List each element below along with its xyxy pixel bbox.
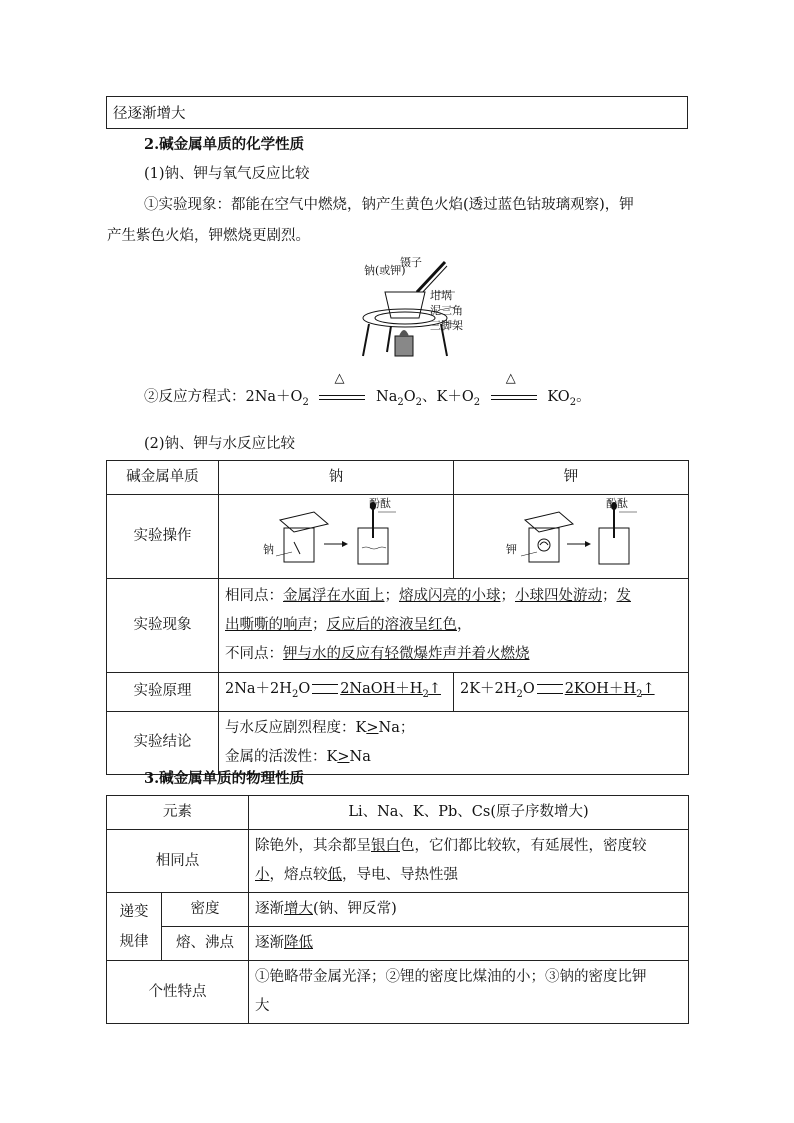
indicator-label: 酚酞 [369,497,391,510]
common-u3: 低 [327,867,342,883]
principle-na-lhs: 2Na＋2H [225,681,292,697]
conclusion1-suffix: Na； [378,719,415,736]
same-u1: 金属浮在水面上 [283,588,385,604]
special-line1: ①铯略带金属光泽；②锂的密度比煤油的小；③钠的密度比钾 [255,969,647,985]
density-text-1: 逐渐 [255,901,284,917]
density-text-2: (钠、钾反常) [313,901,397,917]
indicator-label-k: 酚酞 [606,497,628,510]
na-water-figure [236,502,436,572]
trend-label-2: 规律 [119,933,149,950]
special-value [249,961,689,1024]
principle-k: $2K+2H_2O$ $2KOH+H_2↑$ [454,673,689,712]
element-value: Li、Na、K、Pb、Cs(原子序数增大) [249,796,689,830]
water-reaction-table [106,460,689,775]
section2-title: 2.碱金属单质的化学性质 [144,136,305,153]
density-value [249,893,689,927]
section2-sub1: (1)钠、钾与氧气反应比较 [144,166,310,182]
conclusion2-prefix: 金属的活泼性：K [225,748,338,765]
principle-na-rhs: 2NaOH＋H [340,681,423,697]
same-u4: 出嘶嘶的响声 [225,617,312,633]
common-u2: 小 [255,867,270,883]
equation-line: ②反应方程式：$2Na+O_2$ △ $Na_2O_2$、$K+O_2$ △ $KO_2$。 [144,371,591,408]
top-box [106,96,688,129]
k-water-figure [471,502,671,572]
density-u: 增大 [284,901,313,917]
eq2-rhs: KO [547,389,570,405]
row-label-conclusion: 实验结论 [107,711,219,774]
k-label: 钾 [506,543,517,556]
heat-symbol: △ [334,371,345,386]
phenomenon-line1: ①实验现象：都能在空气中燃烧，钠产生黄色火焰(透过蓝色钴玻璃观察)，钾 [144,197,634,213]
na-operation-figure-cell [219,495,454,579]
same-prefix: 相同点： [225,588,283,604]
equation-prefix: ②反应方程式：2Na＋O [144,389,303,405]
conclusion1-u: > [366,719,379,736]
special-label: 个性特点 [107,961,249,1024]
section2-sub2: (2)钠、钾与水反应比较 [144,436,296,452]
conclusion1-prefix: 与水反应剧烈程度：K [225,719,367,736]
mp-text-1: 逐渐 [255,935,284,951]
special-line2: 大 [255,998,270,1014]
common-text-3: ，熔点较 [269,867,328,883]
common-text-4: ，导电、导热性强 [342,867,458,883]
common-label: 相同点 [107,830,249,893]
same-u5: 反应后的溶液呈红色 [326,617,457,633]
conclusion2-suffix: Na [349,748,371,765]
same-u2: 熔成闪亮的小球 [399,588,501,604]
label-triangle: 泥三角 [430,304,463,317]
trend-label-1: 递变 [119,903,149,920]
header-cell: 钠 [219,461,454,495]
element-label: 元素 [107,796,249,830]
heat-equals-sign-2 [491,371,537,407]
eq-mid: 、K＋O [422,389,474,405]
principle-k-rhs: 2KOH＋H [564,681,637,697]
label-metal: 钠(或钾) [364,264,406,277]
common-value [249,830,689,893]
diff-u: 钾与水的反应有轻微爆炸声并着火燃烧 [283,646,530,662]
principle-k-lhs: 2K＋2H [460,681,517,697]
conclusion2-u: > [337,748,350,765]
na-label: 钠 [263,543,274,556]
eq1-rhs: Na [376,389,398,405]
row-label-operation: 实验操作 [107,495,219,579]
density-label: 密度 [162,893,249,927]
common-u1: 银白 [371,838,400,854]
same-u3: 小球四处游动 [515,588,602,604]
header-cell: 钾 [454,461,689,495]
row-label-phenomenon: 实验现象 [107,579,219,673]
top-box-text: 径逐渐增大 [113,106,186,122]
conclusion-cell [219,711,689,774]
same-u3b: 发 [616,588,631,604]
label-tripod: 三脚架 [430,319,463,332]
heat-equals-sign [319,371,365,407]
row-label-principle: 实验原理 [107,673,219,712]
k-operation-figure-cell [454,495,689,579]
mp-u: 降低 [284,935,313,951]
physical-properties-table [106,795,689,1024]
common-text-1: 除铯外，其余都呈 [255,838,371,854]
section3-title: 3.碱金属单质的物理性质 [144,770,305,787]
heat-symbol-2: △ [505,371,516,386]
trend-label [107,893,162,961]
mp-value [249,927,689,961]
header-cell: 碱金属单质 [107,461,219,495]
label-tongs: 镊子 [400,256,422,269]
diff-prefix: 不同点： [225,646,283,662]
common-text-2: 色，它们都比较软，有延展性，密度较 [400,838,647,854]
mp-label: 熔、沸点 [162,927,249,961]
phenomenon-cell: 相同点：金属浮在水面上；熔成闪亮的小球；小球四处游动；发 出嘶嘶的响声；反应后的溶液呈红色， 不同点：钾与水的反应有轻微爆炸声并着火燃烧 [219,579,689,673]
phenomenon-line2: 产生紫色火焰，钾燃烧更剧烈。 [107,228,310,244]
principle-na: $2Na+2H_2O$ $2NaOH+H_2↑$ [219,673,454,712]
label-crucible: 坩埚 [430,289,452,302]
